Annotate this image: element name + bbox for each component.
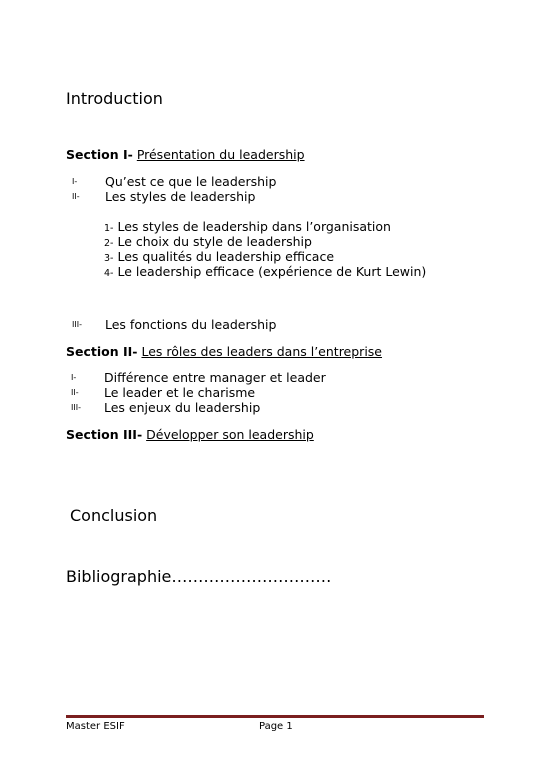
section3-heading — [66, 427, 314, 442]
section1-heading — [66, 147, 305, 162]
toc-item — [66, 189, 366, 207]
conclusion-heading: Conclusion — [70, 506, 158, 525]
subitem-text: Les styles de leadership dans l’organisation — [117, 219, 391, 234]
item-numeral: II- — [72, 192, 80, 201]
item-numeral: II- — [71, 388, 79, 397]
section2-prefix: Section II- — [66, 344, 138, 359]
section1-prefix: Section I- — [66, 147, 133, 162]
item-numeral: I- — [72, 177, 78, 186]
subitem-number: 4- — [104, 268, 114, 279]
footer-rule — [66, 715, 484, 718]
item-numeral: I- — [71, 373, 77, 382]
toc-subitem — [104, 219, 391, 234]
subitem-text: Le leadership efficace (expérience de Kurt Lewin) — [117, 264, 427, 279]
item-text: Le leader et le charisme — [104, 385, 256, 400]
item-text: Qu’est ce que le leadership — [105, 174, 277, 189]
item-text: Les enjeux du leadership — [104, 400, 261, 415]
toc-item — [66, 317, 366, 335]
introduction-heading: Introduction — [66, 89, 163, 108]
bibliography-heading: Bibliographie………………………… — [66, 567, 332, 586]
page-number: Page 1 — [259, 721, 293, 732]
item-text: Les fonctions du leadership — [105, 317, 277, 332]
subitem-text: Les qualités du leadership efficace — [117, 249, 335, 264]
footer-left-text: Master ESIF — [66, 721, 125, 732]
toc-subitem — [104, 264, 426, 279]
toc-item — [66, 400, 366, 418]
subitem-number: 1- — [104, 223, 114, 234]
item-text: Différence entre manager et leader — [104, 370, 326, 385]
section3-title: Développer son leadership — [146, 427, 314, 442]
toc-subitem — [104, 234, 312, 249]
item-text: Les styles de leadership — [105, 189, 256, 204]
toc-subitem — [104, 249, 334, 264]
subitem-number: 2- — [104, 238, 114, 249]
item-numeral: III- — [72, 320, 82, 329]
section1-title: Présentation du leadership — [136, 147, 305, 162]
subitem-number: 3- — [104, 253, 114, 264]
section3-prefix: Section III- — [66, 427, 143, 442]
item-numeral: III- — [71, 403, 81, 412]
subitem-text: Le choix du style de leadership — [117, 234, 312, 249]
section2-heading — [66, 344, 382, 359]
section2-title: Les rôles des leaders dans l’entreprise — [141, 344, 383, 359]
